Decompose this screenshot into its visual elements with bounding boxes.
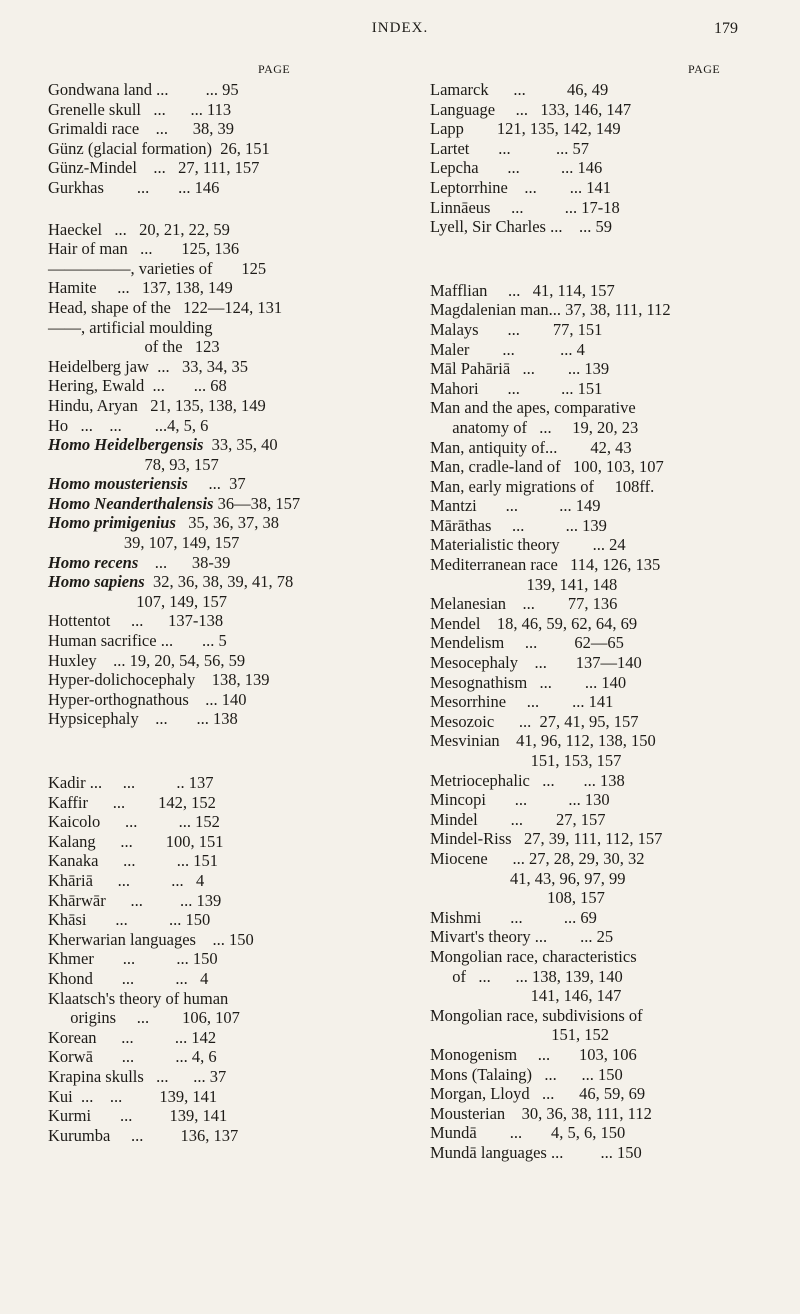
index-text: Malays ... 77, 151: [430, 319, 603, 339]
index-entry: [430, 178, 756, 198]
index-term: Homo Heidelbergensis: [48, 435, 204, 455]
index-text: Mendelism ... 62—65: [430, 633, 624, 653]
index-text: ... 38-39: [138, 552, 231, 572]
index-entry-continuation: [430, 967, 756, 987]
index-text: Man, antiquity of... 42, 43: [430, 437, 632, 457]
index-entry-continuation: [430, 575, 756, 595]
index-text: of ... ... 138, 139, 140: [444, 966, 623, 986]
right-index-column: [430, 80, 756, 1162]
index-entry: [430, 614, 756, 634]
index-text: Mesocephaly ... 137—140: [430, 653, 642, 673]
index-text: Kadir ... ... .. 137: [48, 773, 214, 792]
index-entry: [430, 1006, 756, 1026]
index-entry-continuation: [48, 1008, 364, 1028]
index-text: ... 37: [187, 474, 246, 494]
index-text: 33, 35, 40: [203, 435, 278, 455]
index-text: Lapp 121, 135, 142, 149: [430, 119, 621, 139]
column-headings: [0, 62, 800, 82]
index-entry: [48, 1067, 364, 1087]
index-entry: [48, 793, 364, 813]
index-text: Kalang ... 100, 151: [48, 831, 224, 851]
index-entry: [430, 810, 756, 830]
index-text: 141, 146, 147: [444, 986, 622, 1006]
index-text: Khond ... ... 4: [48, 968, 209, 988]
index-text: Kaffir ... 142, 152: [48, 792, 216, 812]
index-entry: [430, 217, 756, 237]
index-text: Mendel 18, 46, 59, 62, 64, 69: [430, 613, 638, 633]
index-entry: [430, 1143, 756, 1163]
index-entry: [48, 178, 364, 198]
index-text: Maler ... ... 4: [430, 339, 585, 359]
index-text: Mahori ... ... 151: [430, 378, 603, 398]
index-text: Hering, Ewald ... ... 68: [48, 376, 227, 396]
index-entry: [430, 947, 756, 967]
index-entry: [48, 910, 364, 930]
index-entry: [430, 496, 756, 516]
index-entry: [48, 298, 364, 318]
index-text: ——, artificial moulding: [48, 317, 213, 337]
index-text: Lyell, Sir Charles ... ... 59: [430, 217, 612, 237]
index-text: Mediterranean race 114, 126, 135: [430, 555, 661, 575]
index-text: Linnāeus ... ... 17-18: [430, 197, 620, 217]
index-text: Günz (glacial formation) 26, 151: [48, 138, 270, 158]
index-entry-continuation: [430, 869, 756, 889]
index-entry: [48, 80, 364, 100]
index-text: Māl Pahāriā ... ... 139: [430, 359, 610, 379]
index-entry: [48, 709, 364, 729]
index-entry: [430, 438, 756, 458]
index-text: Krapina skulls ... ... 37: [48, 1066, 227, 1086]
index-entry: [48, 1126, 364, 1146]
index-text: Huxley ... 19, 20, 54, 56, 59: [48, 650, 246, 670]
index-entry: [48, 553, 364, 573]
index-entry: [430, 198, 756, 218]
index-entry: [430, 139, 756, 159]
index-text: Melanesian ... 77, 136: [430, 594, 618, 614]
page-number: 179: [714, 20, 738, 37]
page-header: [60, 20, 740, 46]
index-text: Heidelberg jaw ... 33, 34, 35: [48, 356, 248, 376]
index-text: —————, varieties of 125: [48, 258, 267, 278]
index-entry: [430, 1045, 756, 1065]
index-entry: [48, 949, 364, 969]
index-text: 151, 152: [444, 1025, 609, 1045]
index-entry: [430, 594, 756, 614]
index-text: Man, early migrations of 108ff.: [430, 476, 655, 496]
index-entry: [430, 633, 756, 653]
index-entry: [48, 376, 364, 396]
index-entry: [430, 1123, 756, 1143]
index-entry: [48, 513, 364, 533]
index-entry: [48, 631, 364, 651]
index-entry: [48, 474, 364, 494]
index-entry: [430, 158, 756, 178]
index-text: Hindu, Aryan 21, 135, 138, 149: [48, 395, 266, 415]
index-text: Leptorrhine ... ... 141: [430, 177, 612, 197]
index-text: Monogenism ... 103, 106: [430, 1044, 637, 1064]
index-entry: [430, 712, 756, 732]
index-text: Metriocephalic ... ... 138: [430, 770, 625, 790]
index-entry: [430, 908, 756, 928]
index-entry: [48, 989, 364, 1009]
index-entry: [48, 832, 364, 852]
section-gap: [48, 751, 364, 773]
index-entry: [430, 477, 756, 497]
index-entry: [430, 653, 756, 673]
index-text: Head, shape of the 122—124, 131: [48, 297, 283, 317]
index-entry: [48, 1028, 364, 1048]
index-text: Lartet ... ... 57: [430, 138, 590, 158]
index-entry: [48, 100, 364, 120]
index-text: Lamarck ... 46, 49: [430, 80, 609, 99]
index-entry: [48, 416, 364, 436]
index-text: 39, 107, 149, 157: [62, 533, 240, 553]
index-term: Homo recens: [48, 552, 139, 572]
index-entry: [48, 396, 364, 416]
index-term: Homo sapiens: [48, 572, 145, 592]
index-text: Korwā ... ... 4, 6: [48, 1047, 217, 1067]
index-entry: [48, 318, 364, 338]
index-entry: [48, 278, 364, 298]
section-gap: [430, 237, 756, 259]
index-text: 108, 157: [444, 888, 605, 908]
index-text: Kurmi ... 139, 141: [48, 1106, 228, 1126]
index-text: Hair of man ... 125, 136: [48, 239, 240, 259]
index-entry: [430, 1104, 756, 1124]
index-entry: [430, 673, 756, 693]
index-text: Hypsicephaly ... ... 138: [48, 709, 238, 729]
index-entry: [430, 927, 756, 947]
running-head: INDEX.: [371, 20, 429, 36]
index-entry: [48, 611, 364, 631]
index-text: Mafflian ... 41, 114, 157: [430, 280, 615, 300]
index-entry: [430, 692, 756, 712]
index-text: 139, 141, 148: [444, 574, 618, 594]
index-entry: [48, 119, 364, 139]
index-entry: [430, 359, 756, 379]
index-entry: [430, 320, 756, 340]
index-text: Korean ... ... 142: [48, 1027, 217, 1047]
index-text: Language ... 133, 146, 147: [430, 99, 632, 119]
section-gap: [430, 259, 756, 281]
index-term: Homo primigenius: [48, 513, 176, 533]
index-entry: [48, 812, 364, 832]
index-text: Morgan, Lloyd ... 46, 59, 69: [430, 1084, 646, 1104]
index-entry: [430, 849, 756, 869]
index-entry-continuation: [48, 592, 364, 612]
index-text: Kui ... ... 139, 141: [48, 1086, 218, 1106]
index-entry-continuation: [48, 455, 364, 475]
index-entry: [48, 239, 364, 259]
index-entry: [48, 651, 364, 671]
index-text: of the 123: [62, 337, 220, 357]
index-entry: [430, 379, 756, 399]
index-text: Mantzi ... ... 149: [430, 496, 601, 516]
index-text: Hamite ... 137, 138, 149: [48, 278, 233, 298]
index-text: Khāsi ... ... 150: [48, 910, 211, 930]
index-text: origins ... 106, 107: [62, 1008, 240, 1028]
index-text: Mesognathism ... ... 140: [430, 672, 627, 692]
index-text: Günz-Mindel ... 27, 111, 157: [48, 158, 260, 178]
index-entry: [48, 572, 364, 592]
index-entry: [430, 340, 756, 360]
index-entry: [430, 80, 756, 100]
index-text: Hottentot ... 137-138: [48, 611, 224, 631]
index-text: Ho ... ... ...4, 5, 6: [48, 415, 209, 435]
index-entry: [430, 281, 756, 301]
index-text: Mindel-Riss 27, 39, 111, 112, 157: [430, 829, 663, 849]
index-text: Magdalenian man... 37, 38, 111, 112: [430, 300, 671, 320]
index-entry-continuation: [430, 986, 756, 1006]
index-entry: [430, 119, 756, 139]
index-entry: [430, 516, 756, 536]
index-entry: [48, 851, 364, 871]
index-text: Miocene ... 27, 28, 29, 30, 32: [430, 848, 645, 868]
index-entry: [430, 555, 756, 575]
section-gap: [48, 198, 364, 220]
index-entry: [430, 731, 756, 751]
index-entry: [48, 670, 364, 690]
index-entry: [48, 357, 364, 377]
index-text: Khāriā ... ... 4: [48, 870, 205, 890]
index-entry: [430, 535, 756, 555]
index-entry: [430, 457, 756, 477]
index-entry: [430, 100, 756, 120]
index-entry: [48, 1047, 364, 1067]
index-text: Kherwarian languages ... 150: [48, 929, 254, 949]
index-entry: [430, 1084, 756, 1104]
index-text: Kurumba ... 136, 137: [48, 1125, 239, 1145]
index-text: Lepcha ... ... 146: [430, 158, 603, 178]
index-text: Mārāthas ... ... 139: [430, 515, 607, 535]
index-text: 32, 36, 38, 39, 41, 78: [144, 572, 294, 592]
left-index-column: [48, 80, 364, 1145]
index-entry: [430, 300, 756, 320]
index-entry-continuation: [48, 533, 364, 553]
index-entry: [48, 773, 364, 793]
index-entry-continuation: [430, 888, 756, 908]
index-term: Homo mousteriensis: [48, 474, 188, 494]
index-text: 35, 36, 37, 38: [175, 513, 280, 533]
index-text: Mundā ... 4, 5, 6, 150: [430, 1123, 626, 1143]
index-text: anatomy of ... 19, 20, 23: [444, 417, 639, 437]
index-text: Khārwār ... ... 139: [48, 890, 222, 910]
index-text: Khmer ... ... 150: [48, 949, 218, 969]
index-text: 36—38, 157: [213, 493, 301, 513]
index-entry: [48, 220, 364, 240]
index-text: Mindel ... 27, 157: [430, 809, 606, 829]
index-text: Haeckel ... 20, 21, 22, 59: [48, 219, 230, 239]
index-text: Mons (Talaing) ... ... 150: [430, 1064, 623, 1084]
index-entry: [48, 139, 364, 159]
index-entry-continuation: [48, 337, 364, 357]
index-entry: [48, 259, 364, 279]
index-text: Man and the apes, comparative: [430, 398, 636, 418]
index-entry: [48, 158, 364, 178]
index-text: Hyper-dolichocephaly 138, 139: [48, 670, 270, 690]
index-text: Mesvinian 41, 96, 112, 138, 150: [430, 731, 656, 751]
index-entry: [48, 435, 364, 455]
left-column-heading: PAGE: [258, 62, 291, 76]
index-entry-continuation: [430, 1025, 756, 1045]
index-text: Man, cradle-land of 100, 103, 107: [430, 457, 664, 477]
index-entry: [48, 1106, 364, 1126]
index-entry: [430, 829, 756, 849]
index-text: Mivart's theory ... ... 25: [430, 927, 614, 947]
index-text: Hyper-orthognathous ... 140: [48, 689, 247, 709]
index-text: Human sacrifice ... ... 5: [48, 631, 227, 651]
index-text: Mundā languages ... ... 150: [430, 1142, 642, 1162]
section-gap: [48, 729, 364, 751]
index-text: Grenelle skull ... ... 113: [48, 99, 232, 119]
index-entry: [48, 690, 364, 710]
index-text: Mesorrhine ... ... 141: [430, 692, 614, 712]
index-text: 151, 153, 157: [444, 751, 622, 770]
index-text: Mongolian race, characteristics: [430, 946, 637, 966]
index-text: Mousterian 30, 36, 38, 111, 112: [430, 1103, 652, 1123]
index-text: Materialistic theory ... 24: [430, 535, 626, 555]
right-column-heading: PAGE: [688, 62, 721, 76]
index-entry: [48, 969, 364, 989]
index-entry-continuation: [430, 751, 756, 771]
index-text: Mongolian race, subdivisions of: [430, 1005, 643, 1025]
index-text: 78, 93, 157: [62, 454, 219, 474]
index-entry: [430, 398, 756, 418]
index-entry-continuation: [430, 418, 756, 438]
index-text: Kanaka ... ... 151: [48, 851, 219, 871]
index-text: Kaicolo ... ... 152: [48, 812, 220, 832]
index-entry: [430, 790, 756, 810]
index-text: 107, 149, 157: [62, 591, 227, 611]
index-entry: [430, 771, 756, 791]
index-entry: [48, 930, 364, 950]
index-entry: [48, 494, 364, 514]
index-entry: [430, 1065, 756, 1085]
index-entry: [48, 1087, 364, 1107]
index-entry: [48, 871, 364, 891]
index-term: Homo Neanderthalensis: [48, 493, 214, 513]
index-text: Gondwana land ... ... 95: [48, 80, 239, 99]
index-text: Grimaldi race ... 38, 39: [48, 119, 235, 139]
index-text: Klaatsch's theory of human: [48, 988, 229, 1008]
index-text: Mesozoic ... 27, 41, 95, 157: [430, 711, 639, 731]
index-text: Mishmi ... ... 69: [430, 907, 597, 927]
index-text: 41, 43, 96, 97, 99: [444, 868, 626, 888]
index-text: Mincopi ... ... 130: [430, 790, 610, 810]
index-text: Gurkhas ... ... 146: [48, 177, 220, 197]
index-entry: [48, 891, 364, 911]
